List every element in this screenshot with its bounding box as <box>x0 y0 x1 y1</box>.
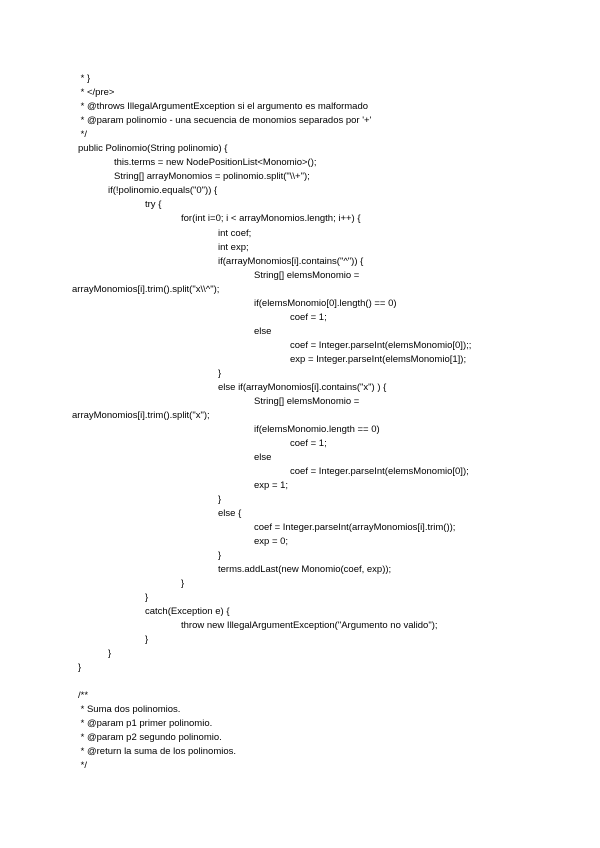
code-line: int coef; <box>218 228 252 239</box>
code-line: coef = Integer.parseInt(elemsMonomio[0]); <box>290 466 469 477</box>
code-line: * </pre> <box>78 87 115 98</box>
code-line: catch(Exception e) { <box>145 606 230 617</box>
code-line: try { <box>145 199 162 210</box>
code-line: if(elemsMonomio[0].length() == 0) <box>254 298 397 309</box>
code-line: String[] elemsMonomio = <box>254 270 360 281</box>
code-line: if(elemsMonomio.length == 0) <box>254 424 380 435</box>
code-line: String[] elemsMonomio = <box>254 396 360 407</box>
code-line: * } <box>78 73 91 84</box>
code-line: else { <box>218 508 242 519</box>
code-line: } <box>218 494 222 505</box>
code-line: */ <box>78 760 87 771</box>
code-line: coef = Integer.parseInt(arrayMonomios[i].trim()); <box>254 522 456 533</box>
code-line: exp = Integer.parseInt(elemsMonomio[1]); <box>290 354 467 365</box>
code-line: int exp; <box>218 242 249 253</box>
code-line: public Polinomio(String polinomio) { <box>78 143 228 154</box>
code-line: String[] arrayMonomios = polinomio.split("\\+"); <box>114 171 310 182</box>
code-line: else <box>254 326 272 337</box>
code-line: arrayMonomios[i].trim().split("x"); <box>72 410 210 421</box>
code-line: this.terms = new NodePositionList<Monomio>(); <box>114 157 317 168</box>
code-line: coef = 1; <box>290 312 327 323</box>
code-line: else if(arrayMonomios[i].contains("x") ) { <box>218 382 387 393</box>
code-line: } <box>145 634 149 645</box>
code-line: } <box>218 550 222 561</box>
code-line: coef = 1; <box>290 438 327 449</box>
code-line: } <box>181 578 185 589</box>
code-line: } <box>108 648 112 659</box>
code-line: for(int i=0; i < arrayMonomios.length; i++) { <box>181 213 361 224</box>
code-line: exp = 1; <box>254 480 289 491</box>
code-line: if(!polinomio.equals("0")) { <box>108 185 218 196</box>
code-line: * Suma dos polinomios. <box>78 704 181 715</box>
code-line: } <box>218 368 222 379</box>
code-line: * @param p1 primer polinomio. <box>78 718 213 729</box>
code-line: * @throws IllegalArgumentException si el argumento es malformado <box>78 101 369 112</box>
code-line: coef = Integer.parseInt(elemsMonomio[0]);; <box>290 340 472 351</box>
code-line: terms.addLast(new Monomio(coef, exp)); <box>218 564 392 575</box>
code-line: } <box>78 662 82 673</box>
code-line: throw new IllegalArgumentException("Argumento no valido"); <box>181 620 438 631</box>
code-line: /** <box>78 690 89 701</box>
code-line: * @param polinomio - una secuencia de monomios separados por '+' <box>78 115 372 126</box>
code-line: if(arrayMonomios[i].contains("^")) { <box>218 256 364 267</box>
code-line: arrayMonomios[i].trim().split("x\\^"); <box>72 284 220 295</box>
code-line: } <box>145 592 149 603</box>
code-line: * @return la suma de los polinomios. <box>78 746 237 757</box>
code-line: * @param p2 segundo polinomio. <box>78 732 222 743</box>
code-line: */ <box>78 129 87 140</box>
code-line: exp = 0; <box>254 536 289 547</box>
code-line: else <box>254 452 272 463</box>
